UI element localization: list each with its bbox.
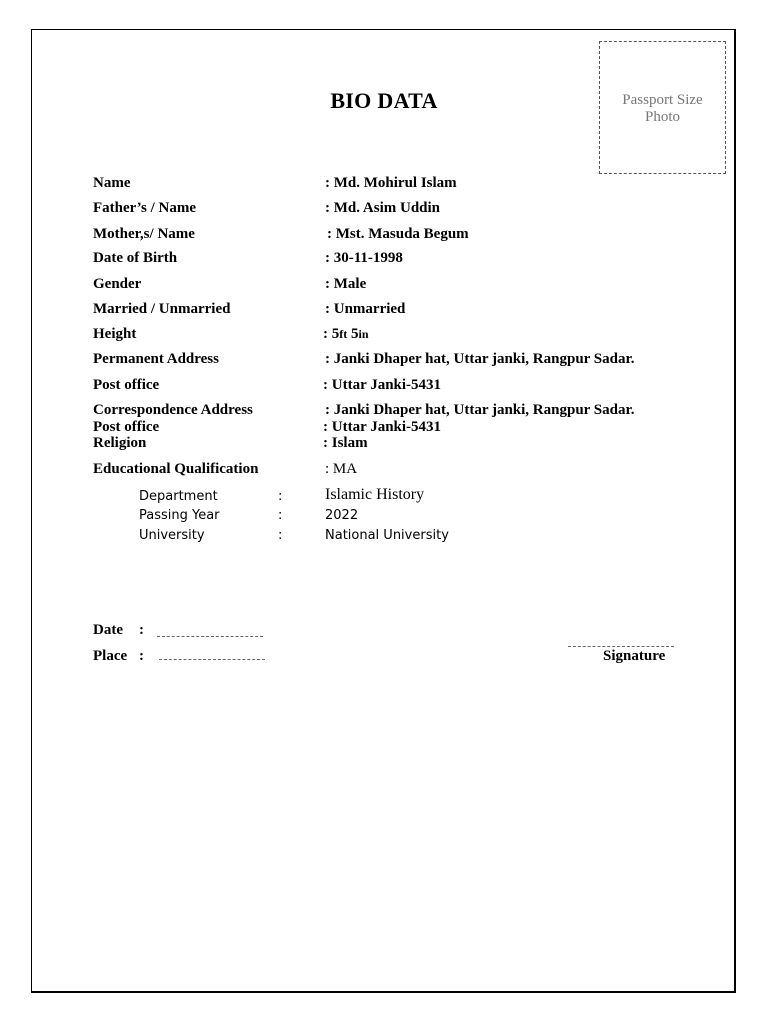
field-value — [323, 326, 369, 343]
education-colon: : — [278, 489, 283, 504]
field-label: Religion — [93, 435, 147, 451]
field-label: Correspondence Address — [93, 402, 253, 418]
education-colon: : — [278, 528, 283, 543]
field-value: : Uttar Janki-5431 — [323, 419, 442, 435]
height-feet-unit: ft — [339, 327, 348, 341]
education-value: National University — [325, 528, 449, 543]
height-inches-unit: in — [358, 327, 369, 341]
photo-placeholder-line-2: Photo — [644, 109, 680, 125]
field-label: Post office — [93, 419, 160, 435]
date-label: Date — [93, 622, 123, 638]
field-label: Height — [93, 326, 137, 342]
field-label: Educational Qualification — [93, 461, 259, 477]
education-value: Islamic History — [325, 486, 425, 503]
field-value: : Md. Mohirul Islam — [325, 175, 457, 191]
field-value: : Islam — [323, 435, 368, 451]
field-label: Married / Unmarried — [93, 301, 231, 317]
field-label: Name — [93, 175, 131, 191]
field-value: : MA — [325, 461, 358, 477]
field-value: : Md. Asim Uddin — [325, 200, 441, 216]
photo-placeholder-line-1: Passport Size — [622, 92, 703, 108]
height-feet: : 5 — [323, 326, 340, 342]
field-label: Permanent Address — [93, 351, 219, 367]
field-value: : Mst. Masuda Begum — [327, 226, 469, 242]
education-label: University — [139, 528, 205, 543]
education-colon: : — [278, 508, 283, 523]
education-label: Passing Year — [139, 508, 220, 523]
field-value: : Janki Dhaper hat, Uttar janki, Rangpur Sadar. — [325, 351, 635, 367]
education-label: Department — [139, 489, 218, 504]
field-value: : Unmarried — [325, 301, 406, 317]
place-colon: : — [139, 648, 144, 664]
place-label: Place — [93, 648, 128, 664]
signature-label: Signature — [603, 648, 666, 664]
field-label: Mother,s/ Name — [93, 226, 195, 242]
document-title: BIO DATA — [330, 88, 438, 113]
height-inches: 5 — [347, 326, 359, 342]
field-label: Post office — [93, 377, 160, 393]
date-blank-line — [157, 636, 263, 637]
signature-blank-line — [568, 646, 674, 647]
education-value: 2022 — [325, 508, 359, 523]
place-blank-line — [159, 659, 265, 660]
field-value: : Janki Dhaper hat, Uttar janki, Rangpur Sadar. — [325, 402, 635, 418]
field-label: Gender — [93, 276, 142, 292]
field-label: Father’s / Name — [93, 200, 197, 216]
field-value: : Uttar Janki-5431 — [323, 377, 442, 393]
field-label: Date of Birth — [93, 250, 178, 266]
passport-photo-placeholder — [599, 41, 726, 174]
date-colon: : — [139, 622, 144, 638]
field-value: : 30-11-1998 — [325, 250, 403, 266]
field-value: : Male — [325, 276, 367, 292]
